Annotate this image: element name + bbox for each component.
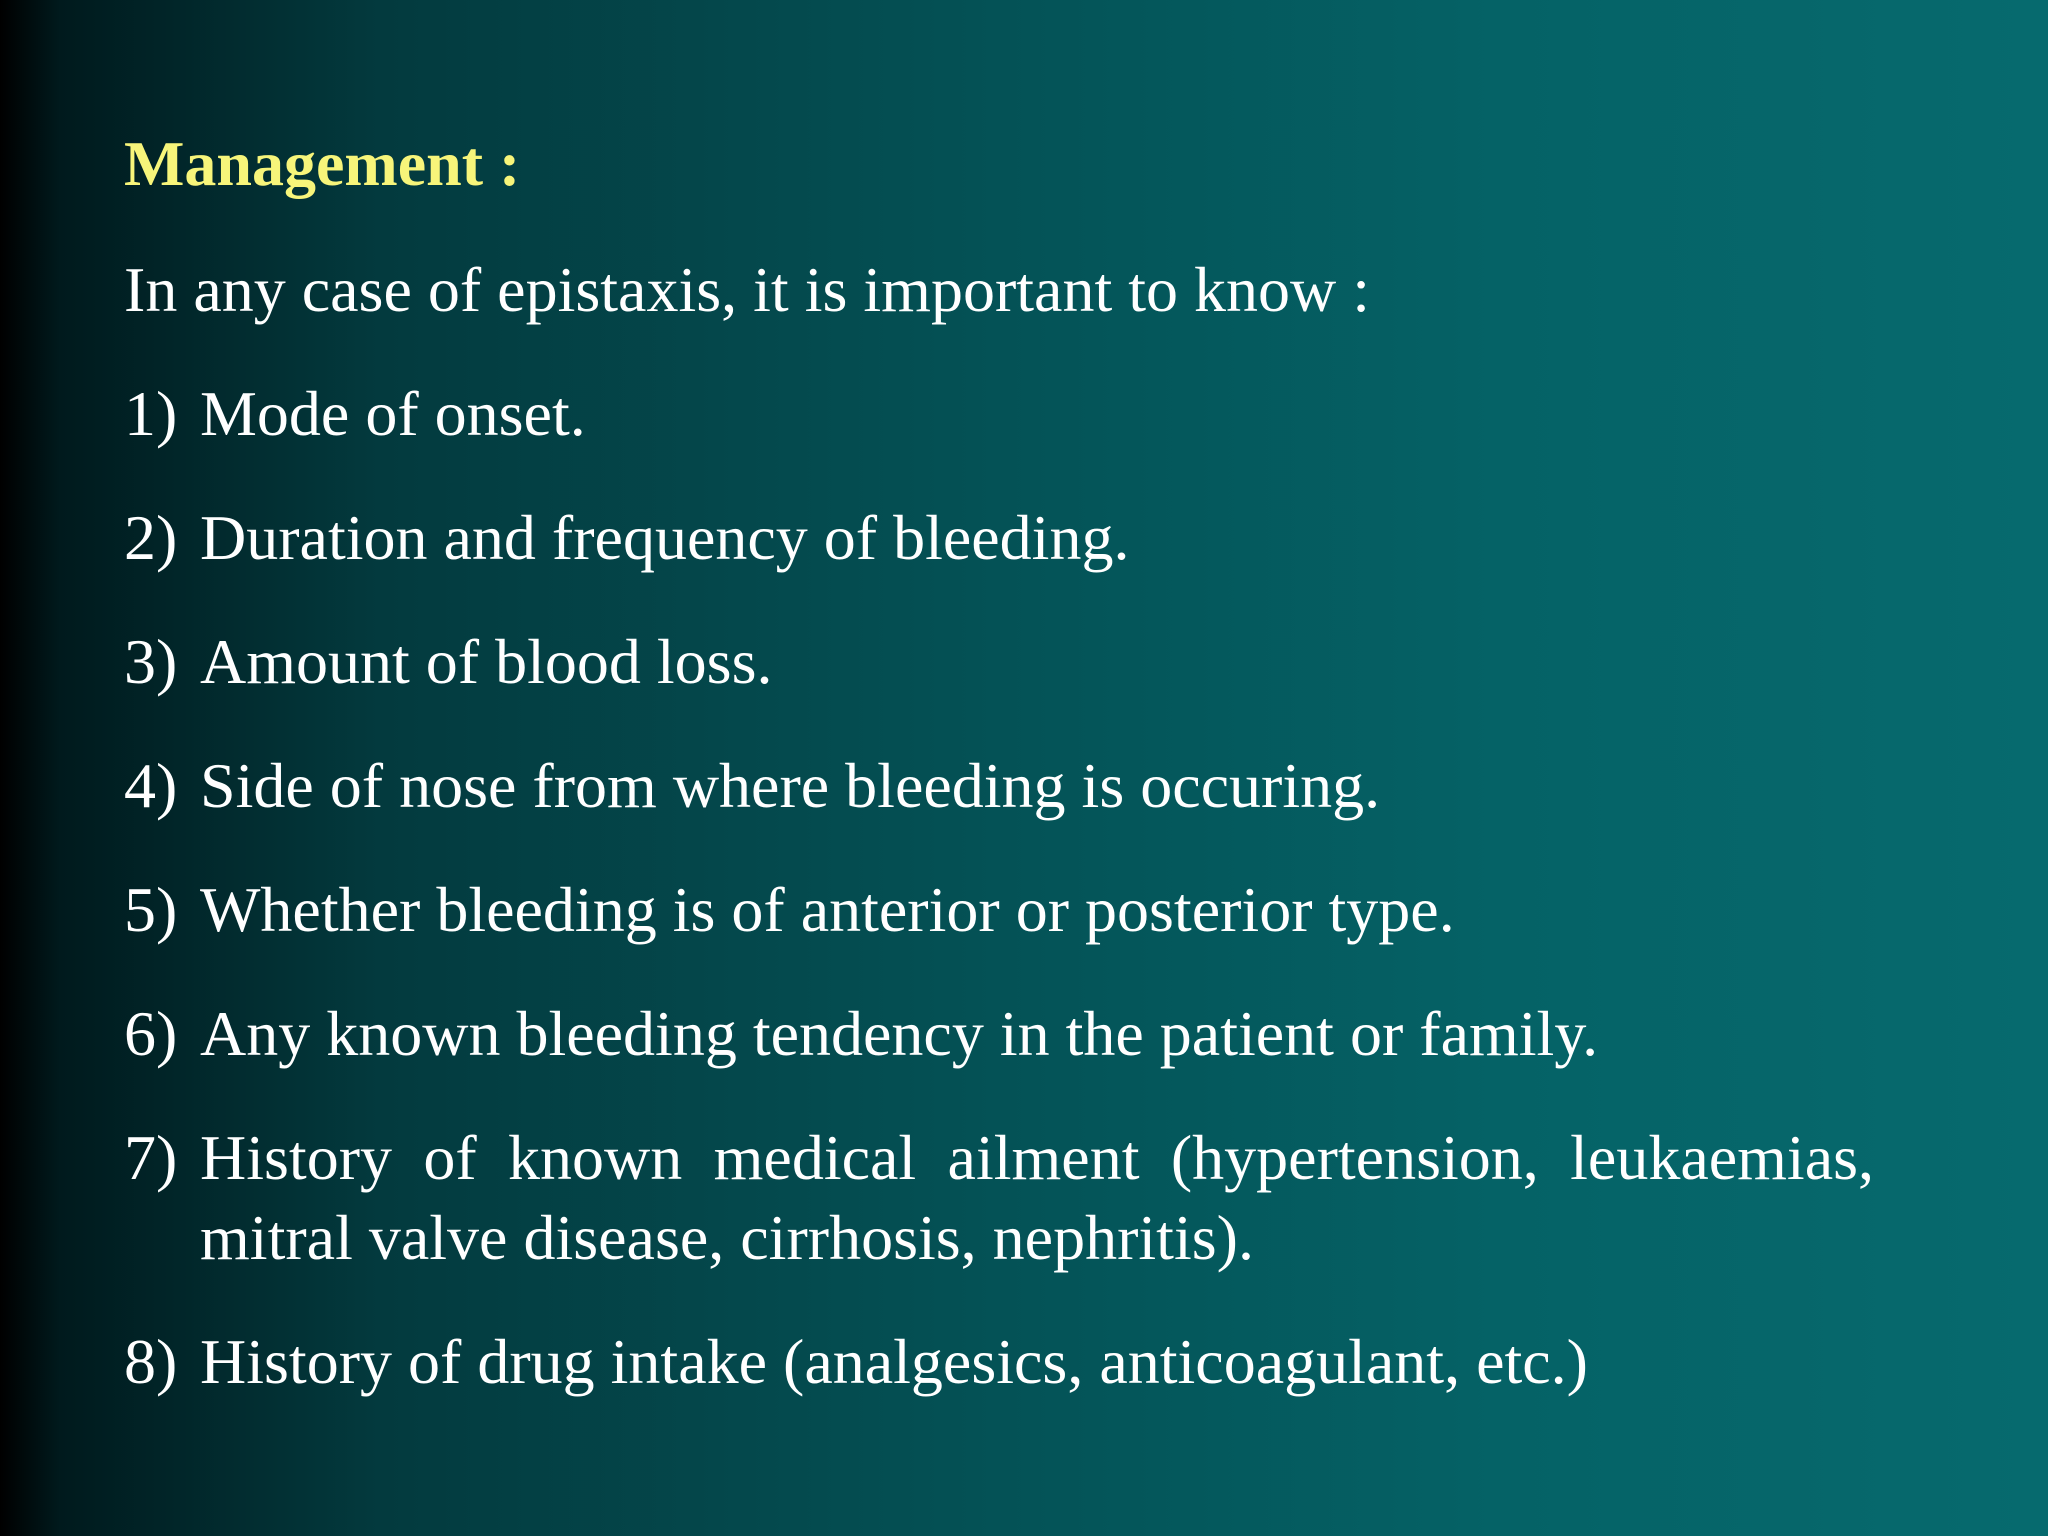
list-item-number: 1) (124, 378, 178, 449)
slide-heading: Management : (124, 128, 521, 199)
list-item-text: History of known medical ailment (hypertension, leukaemias, mitral valve disease, cirrhosis, nephritis). (200, 1122, 1874, 1273)
list-item-text: Side of nose from where bleeding is occuring. (200, 750, 1381, 821)
list-item (124, 994, 1874, 1074)
list-item-number: 6) (124, 998, 178, 1069)
checklist (124, 374, 1874, 1446)
list-item-text: Amount of blood loss. (200, 626, 773, 697)
list-item (124, 1322, 1874, 1402)
list-item (124, 374, 1874, 454)
list-item (124, 622, 1874, 702)
list-item (124, 870, 1874, 950)
list-item-number: 7) (124, 1122, 178, 1193)
list-item-number: 3) (124, 626, 178, 697)
list-item-number: 4) (124, 750, 178, 821)
list-item-text: History of drug intake (analgesics, anticoagulant, etc.) (200, 1326, 1588, 1397)
list-item (124, 746, 1874, 826)
list-item-text: Whether bleeding is of anterior or posterior type. (200, 874, 1455, 945)
list-item-number: 5) (124, 874, 178, 945)
list-item-text: Any known bleeding tendency in the patient or family. (200, 998, 1599, 1069)
list-item (124, 1118, 1874, 1278)
list-item-number: 2) (124, 502, 178, 573)
list-item-text: Mode of onset. (200, 378, 586, 449)
list-item-number: 8) (124, 1326, 178, 1397)
list-item-text: Duration and frequency of bleeding. (200, 502, 1130, 573)
intro-text: In any case of epistaxis, it is important to know : (124, 254, 1370, 325)
list-item (124, 498, 1874, 578)
